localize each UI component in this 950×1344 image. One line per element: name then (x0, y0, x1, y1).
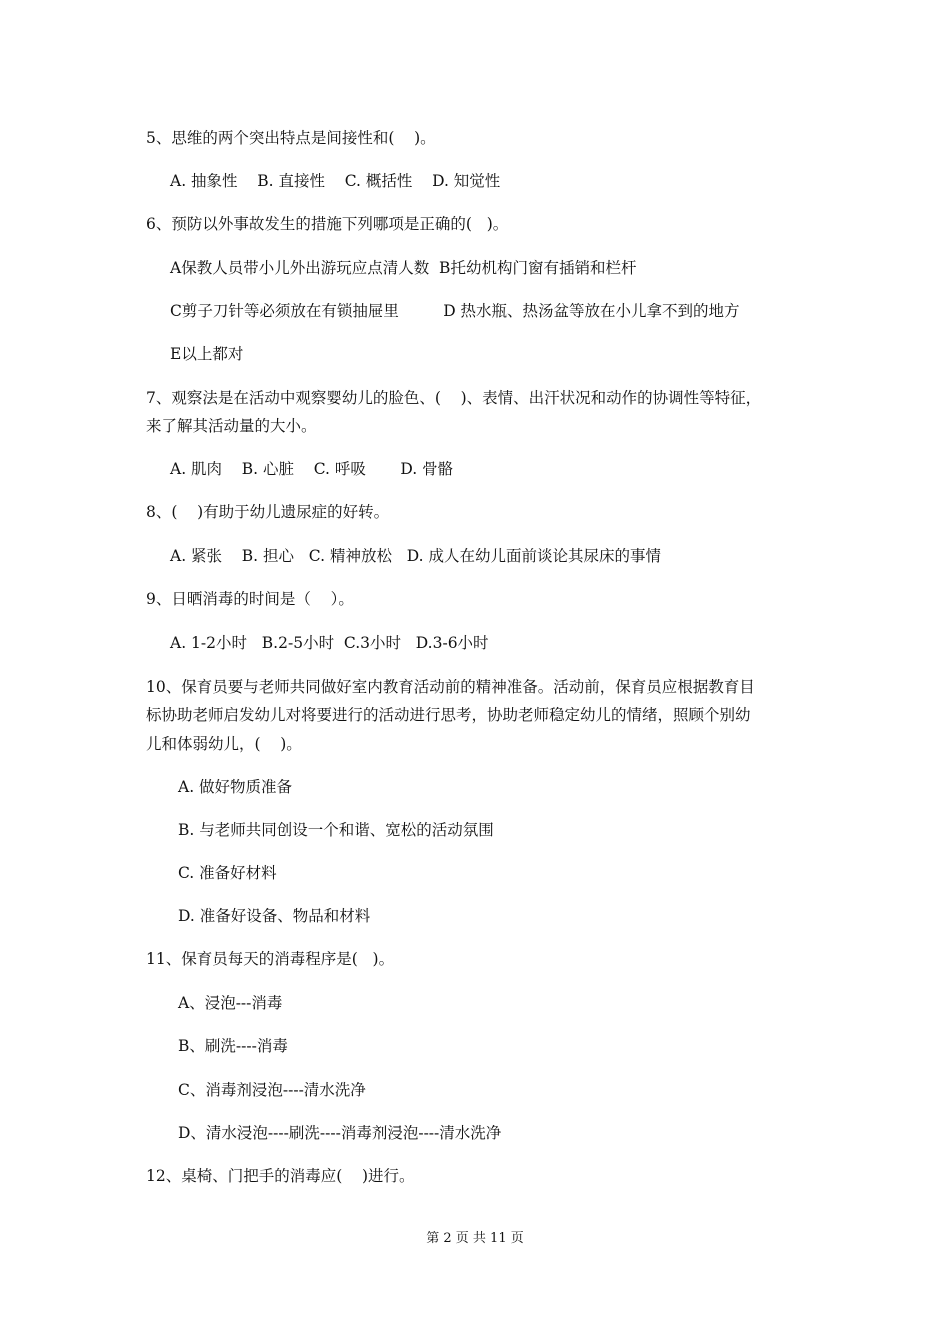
question-10-stem-line-2: 标协助老师启发幼儿对将要进行的活动进行思考，协助老师稳定幼儿的情绪，照顾个别幼 (146, 706, 751, 724)
question-5-options: A. 抽象性 B. 直接性 C. 概括性 D. 知觉性 (170, 172, 501, 190)
question-11-option-c: C、消毒剂浸泡----清水洗净 (178, 1081, 366, 1099)
question-5-stem: 5、思维的两个突出特点是间接性和( )。 (146, 129, 436, 147)
question-6-option-e: E以上都对 (170, 345, 244, 363)
page-footer: 第 2 页 共 11 页 (426, 1231, 524, 1246)
question-8-stem: 8、( )有助于幼儿遗尿症的好转。 (146, 503, 390, 521)
question-11-option-a: A、浸泡---消毒 (178, 994, 283, 1012)
question-10-option-a: A. 做好物质准备 (178, 778, 293, 796)
question-7-stem-line-1: 7、观察法是在活动中观察婴幼儿的脸色、( )、表情、出汗状况和动作的协调性等特征， (146, 389, 762, 407)
question-11-option-b: B、刷洗----消毒 (178, 1037, 288, 1055)
question-6-options-cd: C剪子刀针等必须放在有锁抽屉里 D 热水瓶、热汤盆等放在小儿拿不到的地方 (170, 302, 740, 320)
question-7-options: A. 肌肉 B. 心脏 C. 呼吸 D. 骨骼 (170, 460, 454, 478)
question-11-option-d: D、清水浸泡----刷洗----消毒剂浸泡----清水洗净 (178, 1124, 502, 1142)
question-11-stem: 11、保育员每天的消毒程序是( )。 (146, 950, 395, 968)
question-10-option-d: D. 准备好设备、物品和材料 (178, 907, 371, 925)
question-7-stem-line-2: 来了解其活动量的大小。 (146, 417, 317, 435)
question-10-stem-line-3: 儿和体弱幼儿，( )。 (146, 735, 302, 753)
question-6-stem: 6、预防以外事故发生的措施下列哪项是正确的( )。 (146, 215, 509, 233)
question-9-stem: 9、日晒消毒的时间是（ ）。 (146, 590, 354, 608)
question-10-option-c: C. 准备好材料 (178, 864, 277, 882)
question-8-options: A. 紧张 B. 担心 C. 精神放松 D. 成人在幼儿面前谈论其尿床的事情 (170, 547, 661, 565)
question-9-options: A. 1-2小时 B.2-5小时 C.3小时 D.3-6小时 (170, 634, 489, 652)
question-10-option-b: B. 与老师共同创设一个和谐、宽松的活动氛围 (178, 821, 494, 839)
question-10-stem-line-1: 10、保育员要与老师共同做好室内教育活动前的精神准备。活动前，保育员应根据教育目 (146, 678, 755, 696)
question-12-stem: 12、桌椅、门把手的消毒应( )进行。 (146, 1167, 415, 1185)
question-6-options-ab: A保教人员带小儿外出游玩应点清人数 B托幼机构门窗有插销和栏杆 (170, 259, 637, 277)
